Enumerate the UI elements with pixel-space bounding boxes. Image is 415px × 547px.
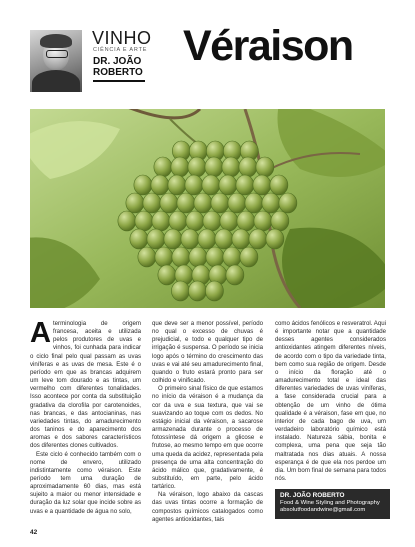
section-subtitle: CIÊNCIA E ARTE bbox=[93, 47, 148, 53]
paragraph: que deve ser a menor possível, período no qual o excesso de chuvas é prejudicial, e todo e qualquer tipo de irrigação é suspensa. O período se inicia logo após o término do crescimento das uvas e vai até seu amadurecimento final, quando o fruto estará pronto para ser colhido e vinificado. bbox=[152, 320, 263, 385]
grape-berry bbox=[160, 193, 178, 213]
grape-berry bbox=[254, 211, 272, 231]
grape-berry bbox=[186, 211, 204, 231]
author-name-line1: DR. JOÃO bbox=[93, 56, 142, 67]
grape-berry bbox=[240, 247, 258, 267]
grape-berry bbox=[189, 247, 207, 267]
grape-berry bbox=[271, 211, 289, 231]
grape-berry bbox=[226, 265, 244, 285]
grape-berry bbox=[245, 193, 263, 213]
paragraph-text: terminologia de origem francesa, aceita e utilizada pelos produtores de uvas e vinhos, foi cunhada para indicar o ciclo final pelo qual passam as uvas viníferas e as uvas de mesa. Este é o período em que as brancas adquirem um leve tom dourado e as tintas, um vermelho com diferentes tonalidades. Isso acontece por conta da substituição gradativa da clorofila por carotenoides, nas brancas, e das antocianinas, nas variedades tintas, do amadurecimento dos taninos e do aparecimento dos aromas e dos sabores característicos dos diferentes clones cultivados. bbox=[30, 320, 141, 450]
grape-berry bbox=[181, 229, 199, 249]
grape-berry bbox=[151, 175, 169, 195]
drop-cap: A bbox=[30, 317, 51, 349]
grape-berry bbox=[118, 211, 136, 231]
signature-email[interactable]: absolutfoodandwine@gmail.com bbox=[280, 507, 366, 514]
grape-berry bbox=[130, 229, 148, 249]
grape-berry bbox=[239, 157, 257, 177]
grape-berry bbox=[236, 175, 254, 195]
paragraph: Na véraison, logo abaixo da cascas das uvas tintas ocorre a formação de compostos químicos catalogados como agentes antioxidantes, tais bbox=[152, 491, 263, 523]
grape-berry bbox=[279, 193, 297, 213]
grape-berry bbox=[194, 193, 212, 213]
grape-berry bbox=[171, 157, 189, 177]
paragraph bbox=[30, 317, 141, 451]
grape-berry bbox=[172, 247, 190, 267]
article-body bbox=[30, 317, 386, 523]
grape-berry bbox=[223, 247, 241, 267]
grape-berry bbox=[262, 193, 280, 213]
grape-berry bbox=[164, 229, 182, 249]
grape-berry bbox=[188, 157, 206, 177]
grape-berry bbox=[135, 211, 153, 231]
paragraph: Este ciclo é conhecido também com o nome de envero, utilizado indistintamente como véraison. Este período tem uma duração de aproximadamente 60 dias, mas está sujeito a maior ou menor intensidade e duração da luz solar que incide sobre as uvas e a quantidade de água no solo, bbox=[30, 450, 141, 515]
grape-berry bbox=[147, 229, 165, 249]
grape-berry bbox=[168, 175, 186, 195]
grape-berry bbox=[237, 211, 255, 231]
grape-berry bbox=[177, 193, 195, 213]
grape-berry bbox=[206, 247, 224, 267]
grape-berry bbox=[253, 175, 271, 195]
grape-berry bbox=[155, 247, 173, 267]
paragraph: como ácidos fenólicos e resveratrol. Aqui é importante notar que a quantidade desses agentes considerados antioxidantes atingem diferentes níveis, de acordo com o tipo da variedade tinta, bem como sua região de origem. Desde o início da floração até o amadurecimento total e ideal das diferentes variedades de uvas viníferas, a fase considerada crucial para a obtenção de um vinho de ótima qualidade é a véraison, fase em que, no interior de cada bago de uva, um verdadeiro laboratório químico está instalado. Natureza sábia, bonita e complexa, uma pena que seja tão maltratada nos dias atuais. A nossa esperança é de que ela nos perdoe um dia. Um bom final de semana para todos nós. bbox=[275, 320, 386, 482]
grape-berry bbox=[185, 175, 203, 195]
grape-cluster-photo bbox=[30, 109, 385, 308]
grape-berry bbox=[219, 175, 237, 195]
paragraph: O primeiro sinal físico de que estamos no início da véraison é a mudança da cor da uva e sua textura, que vai se suavizando ao toque com os dedos. No estágio inicial da véraison, a sacarose armazenada durante o processo de fotossíntese dá origem a glicose e frutose, ao mesmo tempo em que ocorre uma queda da acidez, representada pela presença de uma alta concentração do ácido málico que, gradativamente, é substituído, em parte, pelo ácido tartárico. bbox=[152, 385, 263, 491]
author-name bbox=[93, 56, 153, 78]
grape-berry bbox=[249, 229, 267, 249]
grape-berry bbox=[232, 229, 250, 249]
grape-berry bbox=[188, 281, 206, 301]
grape-berry bbox=[169, 211, 187, 231]
author-portrait bbox=[30, 30, 82, 92]
grape-berry bbox=[256, 157, 274, 177]
grape-berry bbox=[202, 175, 220, 195]
grape-berry bbox=[203, 211, 221, 231]
article-column-1 bbox=[30, 317, 141, 516]
grape-berry bbox=[222, 157, 240, 177]
section-title: VINHO bbox=[92, 28, 152, 48]
page-number: 42 bbox=[30, 529, 38, 536]
signature-name: DR. JOÃO ROBERTO bbox=[280, 492, 345, 500]
grape-berry bbox=[266, 229, 284, 249]
article-column-3 bbox=[275, 320, 386, 519]
grape-berry bbox=[198, 229, 216, 249]
grape-berry bbox=[228, 193, 246, 213]
author-rule bbox=[93, 80, 145, 82]
grape-berry bbox=[270, 175, 288, 195]
grape-berry bbox=[211, 193, 229, 213]
signature-credit: Food & Wine Styling and Photography bbox=[280, 500, 380, 507]
author-name-line2: ROBERTO bbox=[93, 67, 143, 78]
grape-berry bbox=[126, 193, 144, 213]
grape-berry bbox=[215, 229, 233, 249]
grape-berry bbox=[205, 157, 223, 177]
grape-berry bbox=[138, 247, 156, 267]
grape-berry bbox=[171, 281, 189, 301]
article-column-2 bbox=[152, 320, 263, 524]
grape-berry bbox=[143, 193, 161, 213]
author-signature-box bbox=[275, 489, 390, 518]
grape-berry bbox=[158, 265, 176, 285]
grape-berry bbox=[205, 281, 223, 301]
grape-berry bbox=[220, 211, 238, 231]
grape-berry bbox=[154, 157, 172, 177]
grape-berry bbox=[134, 175, 152, 195]
grape-berry bbox=[152, 211, 170, 231]
headline: Véraison bbox=[183, 22, 353, 70]
